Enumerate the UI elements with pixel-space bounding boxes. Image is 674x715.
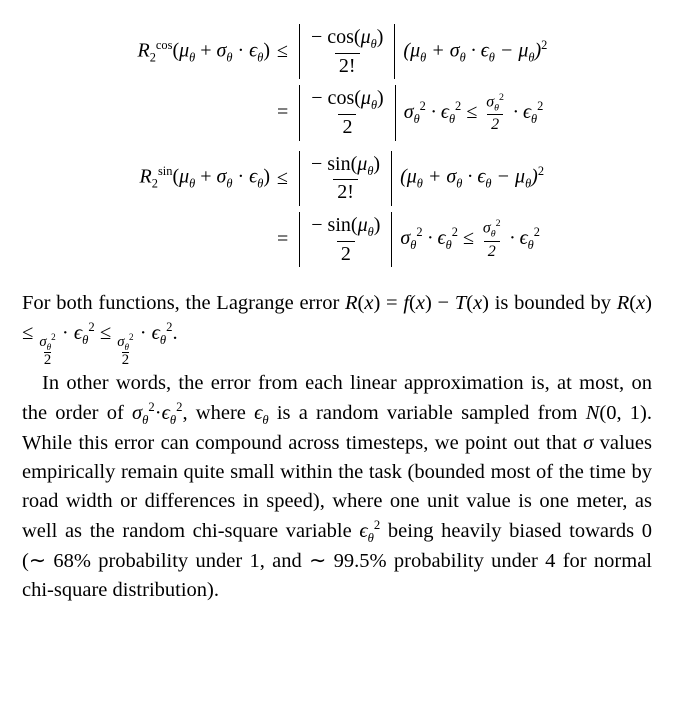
text-run: , [616,401,630,424]
fraction-numerator: $\sigma_\theta^2$ [482,218,501,240]
equation-row-sin-2 [22,212,652,267]
symbol-epsilon: $\epsilon_\theta$ [254,401,269,427]
fraction-denominator: 2! [333,179,358,203]
text-run: ( [629,292,637,315]
equation-tail-sin-2: $\sigma_\theta^2 \cdot \epsilon_\theta^2$ ≤ $\frac{\sigma_\theta^2}{2}$ · $\epsilon_\theta^2$ [400,218,540,260]
symbol-normal-distribution: N [585,401,600,424]
fraction-numerator: − $\cos(\mu_\theta)$ [311,87,384,113]
text-run: , where [182,401,255,424]
text-run: ) is bounded by [482,292,617,315]
value-probability-68: ∼ 68% [28,550,91,573]
text-run: . While this error can compound across timesteps, we point out that [22,401,652,454]
symbol-R: R [345,292,358,315]
equation-block [22,24,652,267]
text-run: probability under 4 for normal chi-square distribution). [22,550,652,602]
equation-row-cos-2 [22,85,652,140]
equation-lhs-sin: $R_2^{sin}(\mu_\theta + \sigma_\theta \cdot \epsilon_\theta)$ [139,164,270,192]
symbol-epsilon-sq-3: $\epsilon_\theta^2$ [359,518,381,546]
fraction-denominator: 2 [121,352,130,369]
symbol-T: T [454,292,467,315]
text-run: is a random variable sampled from [268,401,586,424]
value-probability-995: ∼ 99.5% [309,550,387,573]
fraction-denominator: 2 [487,114,503,134]
symbol-x: x [364,292,374,315]
text-run: (0 [599,401,617,424]
symbol-epsilon-sq-2: $\epsilon_\theta^2$ [151,320,173,348]
equation-row-cos-1 [22,24,652,79]
text-run: probability under 1, and [90,550,310,573]
text-run: · [134,322,152,345]
fraction-denominator: 2! [335,53,360,77]
symbol-x: x [473,292,483,315]
paragraph-lagrange [22,289,652,369]
body-text [22,289,652,605]
equation-tail-sin-1: $(\mu_\theta + \sigma_\theta \cdot \epsilon_\theta - \mu_\theta)^2$ [400,164,545,192]
text-run: values empirically remain quite small within the task (bounded most of the time by road width or differences in speed), where one unit value is one meter, as well as the random chi-square variable [22,431,652,542]
text-run: ( [466,292,474,315]
text-run: ( [357,292,365,315]
text-run: For both functions, the Lagrange error [22,292,345,315]
text-run: . [172,322,178,345]
paragraph-discussion [22,369,652,606]
fraction-denominator: 2 [43,352,52,369]
relation-leq: ≤ [277,40,288,63]
fraction-numerator: − $\sin(\mu_\theta)$ [310,152,381,178]
abs-fraction-cos-two [299,85,395,140]
symbol-sigma-sq-epsilon-sq: $\sigma_\theta^2\cdot\epsilon_\theta^2$ [132,399,183,427]
text-run: ( [409,292,416,315]
fraction-denominator: 2 [338,114,356,138]
symbol-epsilon-sq: $\epsilon_\theta^2$ [73,320,95,348]
text-run: · [56,322,74,345]
text-run: ) = [373,292,404,315]
abs-fraction-sin-two [299,212,392,267]
symbol-x: x [636,292,646,315]
fraction-denominator: 2 [484,241,500,261]
text-run: being heavily biased towards 0 ( [22,519,652,573]
fraction-numerator: $\sigma_\theta^2$ [117,331,134,352]
abs-fraction-sin-factorial [299,151,392,206]
equation-tail-cos-1: $(\mu_\theta + \sigma_\theta \cdot \epsilon_\theta - \mu_\theta)^2$ [403,37,548,65]
equation-tail-cos-2: $\sigma_\theta^2 \cdot \epsilon_\theta^2$ ≤ $\frac{\sigma_\theta^2}{2}$ · $\epsilon_\theta^2$ [403,91,544,134]
fraction-denominator: 2 [337,241,355,265]
fraction-numerator: $\sigma_\theta^2$ [486,91,504,114]
abs-fraction-cos-factorial [299,24,395,79]
text-run: ) ≤ [22,292,652,345]
symbol-f: f [403,292,410,315]
relation-equals-2: = [277,227,289,250]
equation-row-sin-1 [22,151,652,206]
symbol-x: x [415,292,425,315]
fraction-numerator: $\sigma_\theta^2$ [39,331,56,352]
fraction-numerator: − $\cos(\mu_\theta)$ [310,26,384,51]
text-run: ) − [424,292,455,315]
text-run: ≤ [94,322,117,345]
symbol-sigma: σ [583,431,594,454]
inline-fraction-sigma-over-two-2 [117,333,133,369]
text-run: 1) [629,401,647,424]
equation-lhs-cos: $R_2^{cos}(\mu_\theta + \sigma_\theta \cdot \epsilon_\theta)$ [137,37,270,65]
symbol-R: R [616,292,630,315]
text-run: In other words, the error from each linear approximation is, at most, on the order of [22,371,652,424]
relation-equals-1: = [277,101,289,124]
fraction-numerator: − $\sin(\mu_\theta)$ [311,213,381,239]
inline-fraction-sigma-over-two [39,333,55,369]
relation-leq-2: ≤ [277,166,288,189]
